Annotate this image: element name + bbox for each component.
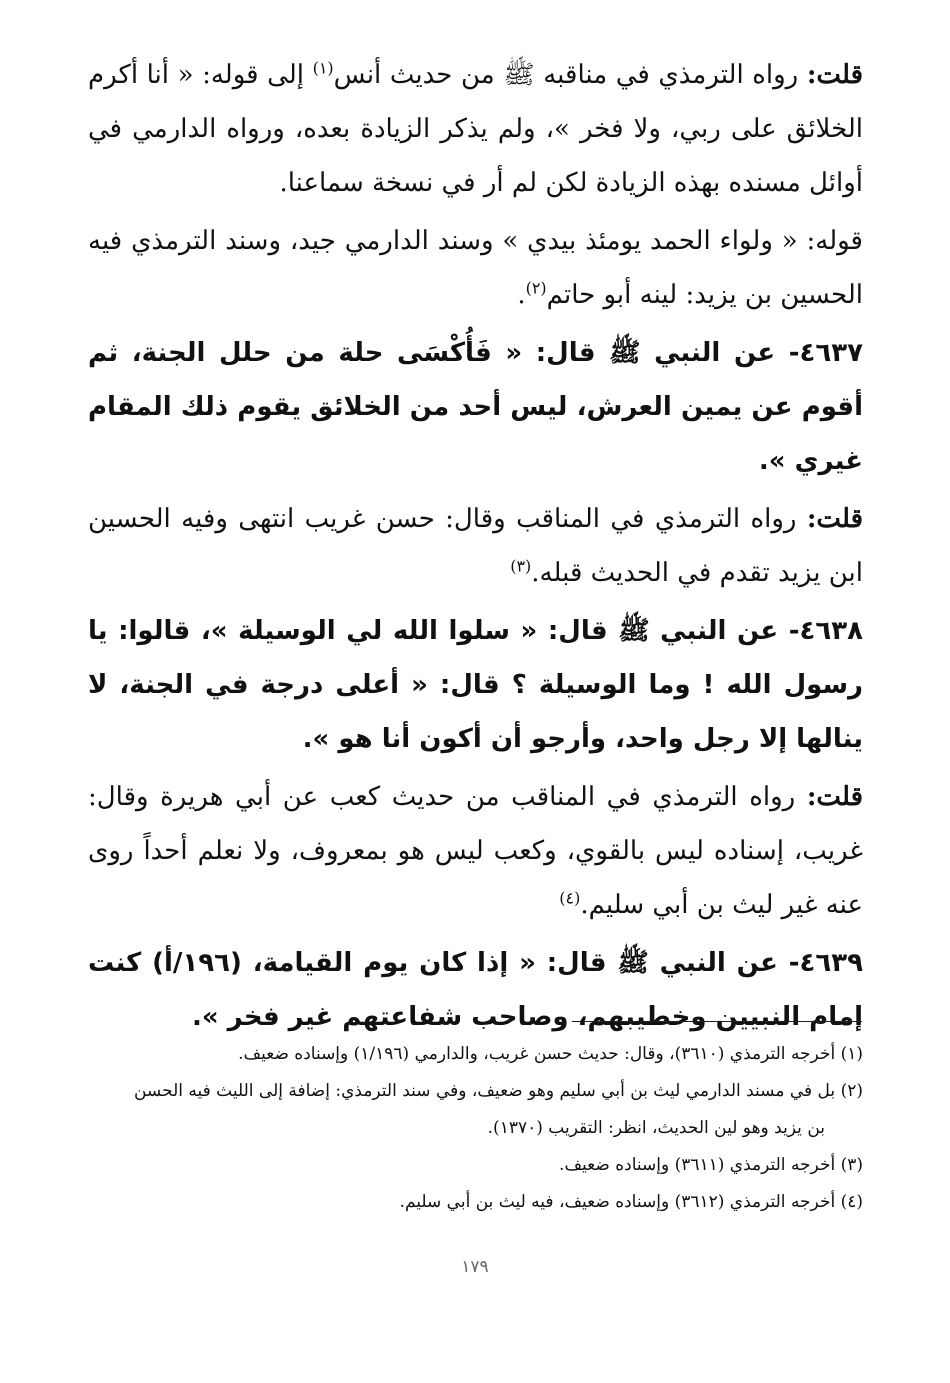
footnote-number: (٢) xyxy=(840,1081,863,1101)
hadith-number: ٤٦٣٧- xyxy=(788,338,863,368)
page-body xyxy=(88,48,863,1048)
note-text-continued: . xyxy=(517,280,526,310)
paragraph-note-1 xyxy=(88,48,863,210)
footnote-divider xyxy=(572,1021,862,1022)
note-label: قلت: xyxy=(806,782,863,812)
footnote-number: (٣) xyxy=(840,1155,863,1175)
footnote-ref-3[interactable]: (٣) xyxy=(510,556,532,576)
paragraph-note-4637 xyxy=(88,492,863,600)
footnote-ref-2[interactable]: (٢) xyxy=(525,278,547,298)
footnote-text: أخرجه الترمذي (٣٦١٢) وإسناده ضعيف، فيه ليث بن أبي سليم. xyxy=(399,1192,841,1212)
footnote-text: أخرجه الترمذي (٣٦١١) وإسناده ضعيف. xyxy=(559,1155,841,1175)
footnote-text: أخرجه الترمذي (٣٦١٠)، وقال: حديث حسن غريب، والدارمي (١/١٩٦) وإسناده ضعيف. xyxy=(238,1044,841,1064)
footnote-ref-1[interactable]: (١) xyxy=(312,58,334,78)
hadith-text: عن النبي ﷺ قال: « إذا كان يوم القيامة، (١٩٦/أ) كنت إمام النبيين وخطيبهم، وصاحب شفاعتهم غير فخر ». xyxy=(88,948,863,1032)
note-label: قلت: xyxy=(806,504,863,534)
footnote-text: بل في مسند الدارمي ليث بن أبي سليم وهو ضعيف، وفي سند الترمذي: إضافة إلى الليث فيه الحسن xyxy=(133,1081,841,1101)
footnote-number: (١) xyxy=(840,1044,863,1064)
footnote-ref-4[interactable]: (٤) xyxy=(559,888,581,908)
footnotes-section xyxy=(88,1036,863,1221)
footnote-number: (٤) xyxy=(840,1192,863,1212)
note-text: رواه الترمذي في مناقبه ﷺ من حديث أنس xyxy=(333,60,807,90)
footnote-1 xyxy=(88,1036,863,1073)
hadith-4639 xyxy=(88,936,863,1044)
note-text: قوله: « ولواء الحمد يومئذ بيدي » وسند الدارمي جيد، وسند الترمذي فيه الحسين بن يزيد: لينه أبو حاتم xyxy=(88,226,863,310)
footnote-4 xyxy=(88,1184,863,1221)
footnote-3 xyxy=(88,1147,863,1184)
footnote-text-continued: بن يزيد وهو لين الحديث، انظر: التقريب (١٣٧٠). xyxy=(487,1118,825,1138)
hadith-4638 xyxy=(88,604,863,766)
hadith-number: ٤٦٣٩- xyxy=(788,948,863,978)
page-number: ١٧٩ xyxy=(461,1257,489,1277)
note-text-continued: إلى قوله: « أنا أكرم الخلائق على ربي، ولا فخر »، ولم يذكر الزيادة بعده، ورواه الدارمي في أوائل مسنده بهذه الزيادة لكن لم أر في نسخة سماعنا. xyxy=(88,60,863,198)
hadith-4637 xyxy=(88,326,863,488)
note-text: رواه الترمذي في المناقب وقال: حسن غريب انتهى وفيه الحسين ابن يزيد تقدم في الحديث قبله. xyxy=(88,504,863,588)
footnote-2 xyxy=(88,1073,863,1147)
paragraph-note-2 xyxy=(88,214,863,322)
note-text: رواه الترمذي في المناقب من حديث كعب عن أبي هريرة وقال: غريب، إسناده ليس بالقوي، وكعب ليس هو بمعروف، ولا نعلم أحداً روى عنه غير ليث بن أبي سليم. xyxy=(88,782,863,920)
paragraph-note-4638 xyxy=(88,770,863,932)
hadith-text: عن النبي ﷺ قال: « سلوا الله لي الوسيلة »، قالوا: يا رسول الله ! وما الوسيلة ؟ قال: « أعلى درجة في الجنة، لا ينالها إلا رجل واحد، وأرجو أن أكون أنا هو ». xyxy=(88,616,863,754)
hadith-text: عن النبي ﷺ قال: « فَأُكْسَى حلة من حلل الجنة، ثم أقوم عن يمين العرش، ليس أحد من الخلائق يقوم ذلك المقام غيري ». xyxy=(88,338,863,476)
note-label: قلت: xyxy=(806,60,863,90)
hadith-number: ٤٦٣٨- xyxy=(788,616,863,646)
